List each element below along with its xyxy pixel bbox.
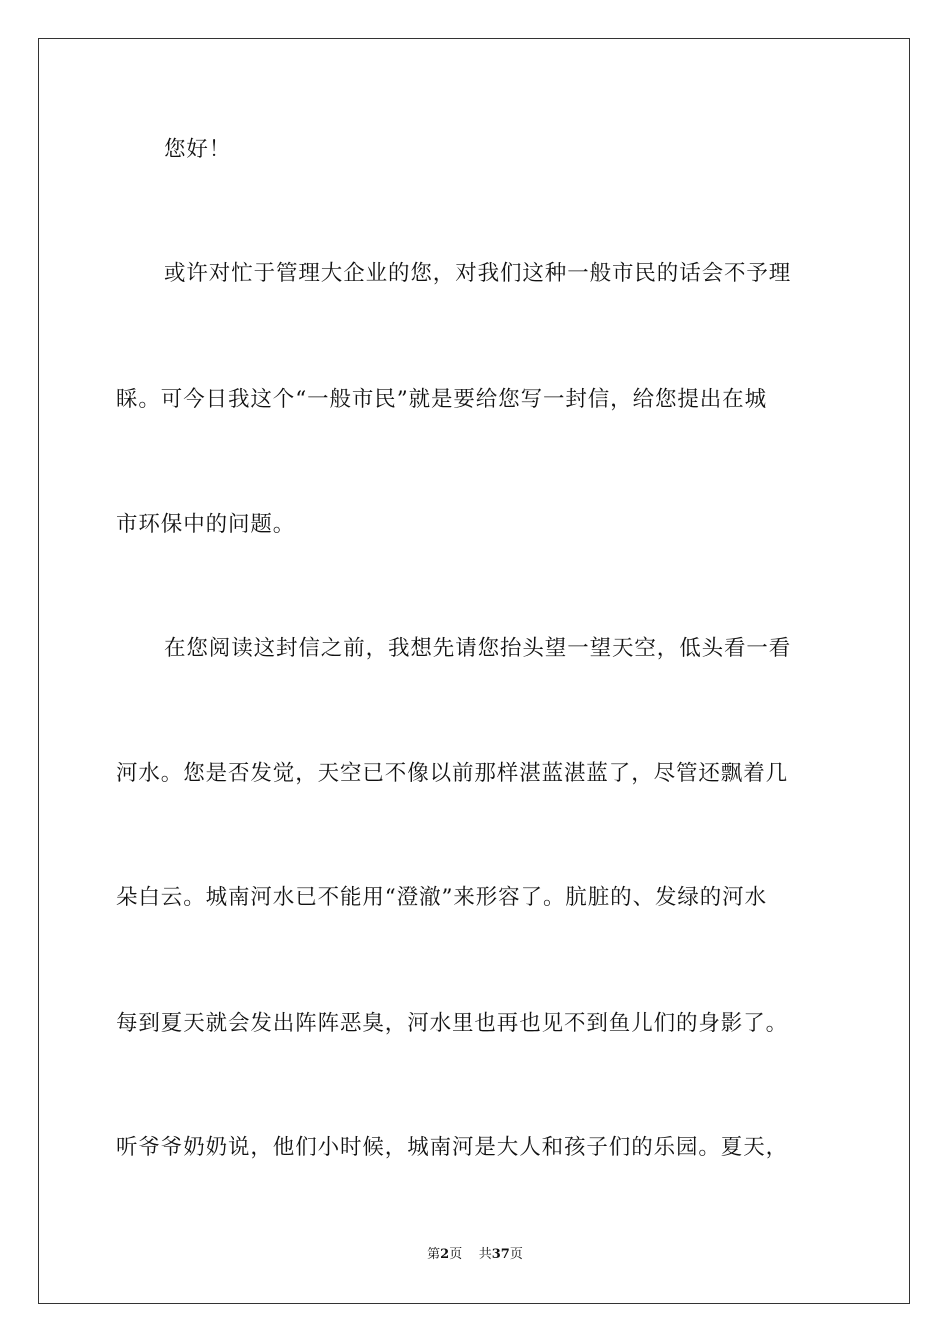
paragraph-1-line-3: 市环保中的问题。 <box>116 512 296 537</box>
paragraph-2-line-1: 在您阅读这封信之前，我想先请您抬头望一望天空，低头看一看 <box>164 636 792 661</box>
greeting-line: 您好！ <box>164 137 232 162</box>
page-suffix: 页 <box>449 1247 463 1262</box>
total-prefix: 共 <box>478 1247 492 1262</box>
total-suffix: 页 <box>509 1247 523 1262</box>
paragraph-2-line-5: 听爷爷奶奶说，他们小时候，城南河是大人和孩子们的乐园。夏天， <box>116 1135 789 1160</box>
paragraph-1-line-1: 或许对忙于管理大企业的您，对我们这种一般市民的话会不予理 <box>164 261 792 286</box>
page-prefix: 第 <box>427 1247 441 1262</box>
page-border <box>38 38 910 1304</box>
paragraph-2-line-3: 朵白云。城南河水已不能用“澄澈”来形容了。肮脏的、发绿的河水 <box>116 885 767 910</box>
total-pages: 37 <box>491 1247 510 1262</box>
page-footer <box>0 1246 950 1264</box>
page-number: 2 <box>440 1247 450 1262</box>
paragraph-2-line-4: 每到夏天就会发出阵阵恶臭，河水里也再也见不到鱼儿们的身影了。 <box>116 1011 789 1036</box>
paragraph-2-line-2: 河水。您是否发觉，天空已不像以前那样湛蓝湛蓝了，尽管还飘着几 <box>116 761 789 786</box>
paragraph-1-line-2: 睬。可今日我这个“一般市民”就是要给您写一封信，给您提出在城 <box>116 387 767 412</box>
